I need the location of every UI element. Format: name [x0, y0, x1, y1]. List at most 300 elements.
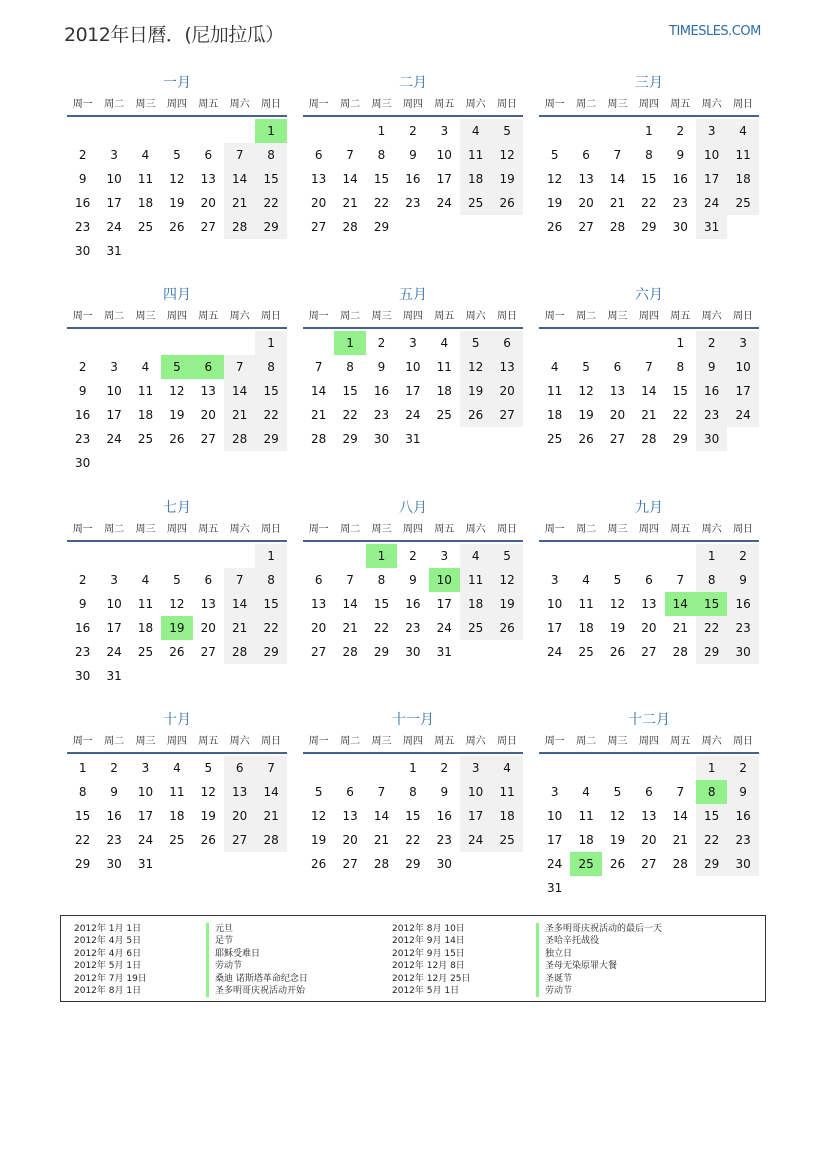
day-cell[interactable]: 30: [373, 432, 390, 446]
day-cell[interactable]: 21: [255, 804, 286, 828]
day-cell[interactable]: 18: [137, 621, 154, 635]
day-cell[interactable]: 22: [255, 616, 286, 640]
day-cell[interactable]: 16: [75, 408, 91, 422]
day-cell[interactable]: 9: [727, 568, 758, 592]
day-cell[interactable]: 11: [460, 143, 491, 167]
day-cell[interactable]: 24: [106, 645, 122, 659]
day-cell[interactable]: 20: [641, 621, 657, 635]
day-cell[interactable]: 18: [727, 167, 758, 191]
day-cell[interactable]: 30: [75, 669, 91, 683]
holiday-day-cell[interactable]: 10: [429, 568, 460, 592]
day-cell[interactable]: 29: [373, 220, 390, 234]
day-cell[interactable]: 16: [75, 621, 91, 635]
day-cell[interactable]: 14: [342, 597, 358, 611]
day-cell[interactable]: 17: [696, 167, 727, 191]
day-cell[interactable]: 3: [110, 148, 118, 162]
day-cell[interactable]: 20: [342, 833, 358, 847]
day-cell[interactable]: 23: [373, 408, 390, 422]
day-cell[interactable]: 7: [676, 573, 685, 587]
day-cell[interactable]: 4: [460, 544, 491, 568]
day-cell[interactable]: 20: [200, 196, 216, 210]
day-cell[interactable]: 3: [110, 573, 118, 587]
day-cell[interactable]: 12: [609, 597, 626, 611]
day-cell[interactable]: 7: [613, 148, 622, 162]
day-cell[interactable]: 1: [645, 124, 653, 138]
day-cell[interactable]: 18: [547, 408, 563, 422]
day-cell[interactable]: 2: [727, 756, 758, 780]
day-cell[interactable]: 18: [491, 804, 522, 828]
day-cell[interactable]: 7: [314, 360, 323, 374]
day-cell[interactable]: 28: [342, 645, 358, 659]
day-cell[interactable]: 10: [460, 780, 491, 804]
day-cell[interactable]: 5: [491, 544, 522, 568]
day-cell[interactable]: 19: [578, 408, 594, 422]
day-cell[interactable]: 13: [641, 809, 657, 823]
day-cell[interactable]: 4: [491, 756, 522, 780]
day-cell[interactable]: 3: [550, 573, 559, 587]
day-cell[interactable]: 21: [672, 621, 688, 635]
day-cell[interactable]: 12: [609, 809, 626, 823]
day-cell[interactable]: 20: [578, 196, 594, 210]
day-cell[interactable]: 5: [460, 331, 491, 355]
day-cell[interactable]: 2: [78, 573, 87, 587]
day-cell[interactable]: 1: [676, 336, 685, 350]
day-cell[interactable]: 16: [672, 172, 688, 186]
day-cell[interactable]: 14: [672, 809, 688, 823]
day-cell[interactable]: 16: [106, 809, 122, 823]
day-cell[interactable]: 8: [377, 573, 386, 587]
day-cell[interactable]: 7: [224, 143, 255, 167]
day-cell[interactable]: 14: [373, 809, 390, 823]
day-cell[interactable]: 22: [373, 621, 390, 635]
day-cell[interactable]: 16: [696, 379, 727, 403]
day-cell[interactable]: 25: [460, 616, 491, 640]
day-cell[interactable]: 21: [672, 833, 688, 847]
day-cell[interactable]: 11: [169, 785, 185, 799]
day-cell[interactable]: 19: [491, 167, 522, 191]
day-cell[interactable]: 6: [204, 148, 213, 162]
holiday-day-cell[interactable]: 8: [696, 780, 727, 804]
day-cell[interactable]: 30: [75, 244, 91, 258]
day-cell[interactable]: 12: [491, 143, 522, 167]
day-cell[interactable]: 12: [169, 597, 185, 611]
day-cell[interactable]: 29: [255, 427, 286, 451]
day-cell[interactable]: 15: [373, 597, 390, 611]
day-cell[interactable]: 20: [641, 833, 657, 847]
day-cell[interactable]: 5: [491, 119, 522, 143]
day-cell[interactable]: 8: [696, 568, 727, 592]
day-cell[interactable]: 4: [460, 119, 491, 143]
day-cell[interactable]: 30: [436, 857, 452, 871]
day-cell[interactable]: 10: [547, 809, 563, 823]
day-cell[interactable]: 14: [255, 780, 286, 804]
day-cell[interactable]: 14: [224, 379, 255, 403]
day-cell[interactable]: 22: [696, 828, 727, 852]
day-cell[interactable]: 16: [436, 809, 452, 823]
day-cell[interactable]: 30: [727, 640, 758, 664]
day-cell[interactable]: 25: [137, 432, 154, 446]
day-cell[interactable]: 4: [582, 785, 590, 799]
day-cell[interactable]: 12: [547, 172, 563, 186]
holiday-day-cell[interactable]: 1: [334, 331, 365, 355]
day-cell[interactable]: 6: [613, 360, 622, 374]
day-cell[interactable]: 23: [106, 833, 122, 847]
day-cell[interactable]: 28: [224, 640, 255, 664]
day-cell[interactable]: 29: [405, 857, 421, 871]
day-cell[interactable]: 2: [440, 761, 449, 775]
day-cell[interactable]: 6: [204, 573, 213, 587]
day-cell[interactable]: 20: [609, 408, 626, 422]
day-cell[interactable]: 17: [106, 196, 122, 210]
day-cell[interactable]: 17: [436, 597, 452, 611]
day-cell[interactable]: 19: [491, 592, 522, 616]
day-cell[interactable]: 3: [141, 761, 150, 775]
day-cell[interactable]: 26: [491, 616, 522, 640]
day-cell[interactable]: 7: [224, 355, 255, 379]
day-cell[interactable]: 18: [578, 833, 594, 847]
day-cell[interactable]: 7: [645, 360, 653, 374]
day-cell[interactable]: 22: [641, 196, 657, 210]
day-cell[interactable]: 14: [342, 172, 358, 186]
day-cell[interactable]: 22: [373, 196, 390, 210]
day-cell[interactable]: 29: [696, 852, 727, 876]
day-cell[interactable]: 23: [75, 220, 91, 234]
day-cell[interactable]: 17: [106, 621, 122, 635]
day-cell[interactable]: 2: [727, 544, 758, 568]
day-cell[interactable]: 6: [491, 331, 522, 355]
day-cell[interactable]: 4: [727, 119, 758, 143]
day-cell[interactable]: 15: [75, 809, 91, 823]
day-cell[interactable]: 25: [137, 220, 154, 234]
day-cell[interactable]: 24: [106, 220, 122, 234]
day-cell[interactable]: 9: [440, 785, 449, 799]
day-cell[interactable]: 17: [727, 379, 758, 403]
day-cell[interactable]: 22: [342, 408, 358, 422]
day-cell[interactable]: 9: [727, 780, 758, 804]
day-cell[interactable]: 27: [311, 645, 327, 659]
day-cell[interactable]: 31: [436, 645, 452, 659]
day-cell[interactable]: 12: [460, 355, 491, 379]
day-cell[interactable]: 31: [106, 669, 122, 683]
day-cell[interactable]: 21: [373, 833, 390, 847]
day-cell[interactable]: 9: [78, 597, 87, 611]
day-cell[interactable]: 19: [609, 621, 626, 635]
day-cell[interactable]: 15: [641, 172, 657, 186]
day-cell[interactable]: 10: [436, 148, 452, 162]
day-cell[interactable]: 22: [405, 833, 421, 847]
day-cell[interactable]: 13: [578, 172, 594, 186]
day-cell[interactable]: 31: [137, 857, 154, 871]
day-cell[interactable]: 7: [377, 785, 386, 799]
day-cell[interactable]: 24: [547, 857, 563, 871]
day-cell[interactable]: 2: [78, 360, 87, 374]
day-cell[interactable]: 31: [405, 432, 421, 446]
day-cell[interactable]: 30: [727, 852, 758, 876]
day-cell[interactable]: 18: [169, 809, 185, 823]
day-cell[interactable]: 8: [255, 355, 286, 379]
day-cell[interactable]: 16: [405, 597, 421, 611]
day-cell[interactable]: 2: [78, 148, 87, 162]
day-cell[interactable]: 7: [346, 148, 354, 162]
day-cell[interactable]: 6: [645, 785, 653, 799]
day-cell[interactable]: 13: [200, 597, 216, 611]
day-cell[interactable]: 1: [377, 124, 386, 138]
day-cell[interactable]: 20: [311, 196, 327, 210]
day-cell[interactable]: 2: [696, 331, 727, 355]
day-cell[interactable]: 11: [547, 384, 563, 398]
day-cell[interactable]: 26: [609, 645, 626, 659]
day-cell[interactable]: 17: [547, 621, 563, 635]
day-cell[interactable]: 28: [311, 432, 327, 446]
day-cell[interactable]: 8: [676, 360, 685, 374]
day-cell[interactable]: 3: [460, 756, 491, 780]
day-cell[interactable]: 29: [342, 432, 358, 446]
day-cell[interactable]: 26: [311, 857, 327, 871]
day-cell[interactable]: 22: [696, 616, 727, 640]
day-cell[interactable]: 14: [609, 172, 626, 186]
day-cell[interactable]: 6: [645, 573, 653, 587]
day-cell[interactable]: 21: [641, 408, 657, 422]
day-cell[interactable]: 16: [727, 804, 758, 828]
day-cell[interactable]: 4: [141, 360, 150, 374]
day-cell[interactable]: 12: [311, 809, 327, 823]
day-cell[interactable]: 19: [169, 408, 185, 422]
day-cell[interactable]: 26: [200, 833, 216, 847]
day-cell[interactable]: 25: [578, 645, 594, 659]
day-cell[interactable]: 20: [224, 804, 255, 828]
day-cell[interactable]: 30: [672, 220, 688, 234]
day-cell[interactable]: 15: [373, 172, 390, 186]
day-cell[interactable]: 25: [137, 645, 154, 659]
day-cell[interactable]: 15: [255, 592, 286, 616]
day-cell[interactable]: 18: [460, 592, 491, 616]
day-cell[interactable]: 13: [609, 384, 626, 398]
day-cell[interactable]: 21: [342, 196, 358, 210]
day-cell[interactable]: 15: [405, 809, 421, 823]
day-cell[interactable]: 27: [641, 645, 657, 659]
day-cell[interactable]: 13: [342, 809, 358, 823]
day-cell[interactable]: 8: [255, 143, 286, 167]
day-cell[interactable]: 18: [137, 408, 154, 422]
day-cell[interactable]: 10: [106, 597, 122, 611]
holiday-day-cell[interactable]: 19: [161, 616, 192, 640]
day-cell[interactable]: 23: [75, 645, 91, 659]
day-cell[interactable]: 3: [727, 331, 758, 355]
day-cell[interactable]: 9: [696, 355, 727, 379]
day-cell[interactable]: 11: [578, 597, 594, 611]
day-cell[interactable]: 23: [75, 432, 91, 446]
day-cell[interactable]: 11: [137, 172, 154, 186]
day-cell[interactable]: 25: [460, 191, 491, 215]
day-cell[interactable]: 27: [311, 220, 327, 234]
day-cell[interactable]: 15: [255, 379, 286, 403]
day-cell[interactable]: 25: [727, 191, 758, 215]
day-cell[interactable]: 4: [141, 573, 150, 587]
day-cell[interactable]: 11: [491, 780, 522, 804]
day-cell[interactable]: 23: [727, 828, 758, 852]
day-cell[interactable]: 3: [440, 124, 449, 138]
day-cell[interactable]: 1: [255, 331, 286, 355]
day-cell[interactable]: 9: [377, 360, 386, 374]
day-cell[interactable]: 2: [110, 761, 118, 775]
day-cell[interactable]: 8: [377, 148, 386, 162]
day-cell[interactable]: 30: [696, 427, 727, 451]
day-cell[interactable]: 24: [436, 621, 452, 635]
day-cell[interactable]: 5: [204, 761, 213, 775]
day-cell[interactable]: 30: [106, 857, 122, 871]
day-cell[interactable]: 26: [578, 432, 594, 446]
day-cell[interactable]: 24: [547, 645, 563, 659]
day-cell[interactable]: 9: [78, 172, 87, 186]
day-cell[interactable]: 13: [200, 384, 216, 398]
day-cell[interactable]: 17: [436, 172, 452, 186]
day-cell[interactable]: 3: [409, 336, 417, 350]
day-cell[interactable]: 11: [436, 360, 452, 374]
day-cell[interactable]: 5: [314, 785, 323, 799]
day-cell[interactable]: 2: [409, 124, 417, 138]
day-cell[interactable]: 17: [137, 809, 154, 823]
day-cell[interactable]: 25: [169, 833, 185, 847]
day-cell[interactable]: 20: [200, 621, 216, 635]
day-cell[interactable]: 16: [373, 384, 390, 398]
day-cell[interactable]: 21: [342, 621, 358, 635]
day-cell[interactable]: 3: [550, 785, 559, 799]
day-cell[interactable]: 10: [106, 172, 122, 186]
day-cell[interactable]: 29: [255, 215, 286, 239]
day-cell[interactable]: 13: [311, 172, 327, 186]
day-cell[interactable]: 25: [547, 432, 563, 446]
day-cell[interactable]: 7: [224, 568, 255, 592]
day-cell[interactable]: 26: [169, 432, 185, 446]
day-cell[interactable]: 4: [141, 148, 150, 162]
day-cell[interactable]: 5: [613, 573, 622, 587]
day-cell[interactable]: 19: [547, 196, 563, 210]
day-cell[interactable]: 8: [255, 568, 286, 592]
day-cell[interactable]: 23: [405, 196, 421, 210]
day-cell[interactable]: 11: [460, 568, 491, 592]
day-cell[interactable]: 16: [727, 592, 758, 616]
day-cell[interactable]: 22: [75, 833, 91, 847]
day-cell[interactable]: 15: [342, 384, 358, 398]
day-cell[interactable]: 28: [672, 857, 688, 871]
day-cell[interactable]: 24: [696, 191, 727, 215]
day-cell[interactable]: 4: [173, 761, 181, 775]
day-cell[interactable]: 28: [641, 432, 657, 446]
day-cell[interactable]: 29: [255, 640, 286, 664]
day-cell[interactable]: 17: [460, 804, 491, 828]
day-cell[interactable]: 18: [137, 196, 154, 210]
day-cell[interactable]: 27: [578, 220, 594, 234]
day-cell[interactable]: 30: [405, 645, 421, 659]
day-cell[interactable]: 21: [311, 408, 327, 422]
day-cell[interactable]: 1: [409, 761, 417, 775]
day-cell[interactable]: 9: [409, 148, 417, 162]
day-cell[interactable]: 20: [200, 408, 216, 422]
day-cell[interactable]: 28: [255, 828, 286, 852]
day-cell[interactable]: 11: [578, 809, 594, 823]
day-cell[interactable]: 26: [609, 857, 626, 871]
day-cell[interactable]: 27: [641, 857, 657, 871]
day-cell[interactable]: 13: [641, 597, 657, 611]
day-cell[interactable]: 24: [137, 833, 154, 847]
day-cell[interactable]: 10: [696, 143, 727, 167]
day-cell[interactable]: 1: [696, 544, 727, 568]
day-cell[interactable]: 22: [672, 408, 688, 422]
holiday-day-cell[interactable]: 15: [696, 592, 727, 616]
day-cell[interactable]: 27: [200, 645, 216, 659]
day-cell[interactable]: 10: [106, 384, 122, 398]
day-cell[interactable]: 18: [460, 167, 491, 191]
day-cell[interactable]: 9: [78, 384, 87, 398]
day-cell[interactable]: 8: [645, 148, 653, 162]
day-cell[interactable]: 23: [405, 621, 421, 635]
day-cell[interactable]: 8: [78, 785, 87, 799]
day-cell[interactable]: 16: [75, 196, 91, 210]
day-cell[interactable]: 3: [696, 119, 727, 143]
day-cell[interactable]: 10: [727, 355, 758, 379]
day-cell[interactable]: 30: [75, 456, 91, 470]
day-cell[interactable]: 19: [460, 379, 491, 403]
day-cell[interactable]: 19: [169, 196, 185, 210]
day-cell[interactable]: 17: [547, 833, 563, 847]
day-cell[interactable]: 27: [200, 432, 216, 446]
day-cell[interactable]: 22: [255, 191, 286, 215]
day-cell[interactable]: 5: [613, 785, 622, 799]
day-cell[interactable]: 24: [405, 408, 421, 422]
day-cell[interactable]: 29: [373, 645, 390, 659]
holiday-day-cell[interactable]: 1: [366, 544, 397, 568]
day-cell[interactable]: 2: [377, 336, 386, 350]
day-cell[interactable]: 6: [224, 756, 255, 780]
day-cell[interactable]: 16: [405, 172, 421, 186]
day-cell[interactable]: 12: [200, 785, 216, 799]
day-cell[interactable]: 3: [110, 360, 118, 374]
day-cell[interactable]: 15: [672, 384, 688, 398]
day-cell[interactable]: 26: [547, 220, 563, 234]
day-cell[interactable]: 12: [491, 568, 522, 592]
day-cell[interactable]: 23: [696, 403, 727, 427]
day-cell[interactable]: 14: [224, 592, 255, 616]
day-cell[interactable]: 24: [106, 432, 122, 446]
holiday-day-cell[interactable]: 25: [570, 852, 601, 876]
day-cell[interactable]: 2: [409, 549, 417, 563]
day-cell[interactable]: 23: [436, 833, 452, 847]
day-cell[interactable]: 27: [491, 403, 522, 427]
day-cell[interactable]: 29: [672, 432, 688, 446]
day-cell[interactable]: 12: [578, 384, 594, 398]
day-cell[interactable]: 10: [137, 785, 154, 799]
day-cell[interactable]: 27: [342, 857, 358, 871]
day-cell[interactable]: 17: [405, 384, 421, 398]
day-cell[interactable]: 6: [314, 148, 323, 162]
day-cell[interactable]: 28: [224, 427, 255, 451]
day-cell[interactable]: 19: [200, 809, 216, 823]
day-cell[interactable]: 11: [727, 143, 758, 167]
day-cell[interactable]: 9: [110, 785, 118, 799]
day-cell[interactable]: 10: [547, 597, 563, 611]
day-cell[interactable]: 19: [609, 833, 626, 847]
day-cell[interactable]: 1: [78, 761, 87, 775]
day-cell[interactable]: 29: [641, 220, 657, 234]
day-cell[interactable]: 11: [137, 597, 154, 611]
day-cell[interactable]: 29: [75, 857, 91, 871]
day-cell[interactable]: 13: [200, 172, 216, 186]
day-cell[interactable]: 2: [676, 124, 685, 138]
day-cell[interactable]: 17: [106, 408, 122, 422]
day-cell[interactable]: 23: [672, 196, 688, 210]
day-cell[interactable]: 4: [440, 336, 449, 350]
day-cell[interactable]: 28: [373, 857, 390, 871]
